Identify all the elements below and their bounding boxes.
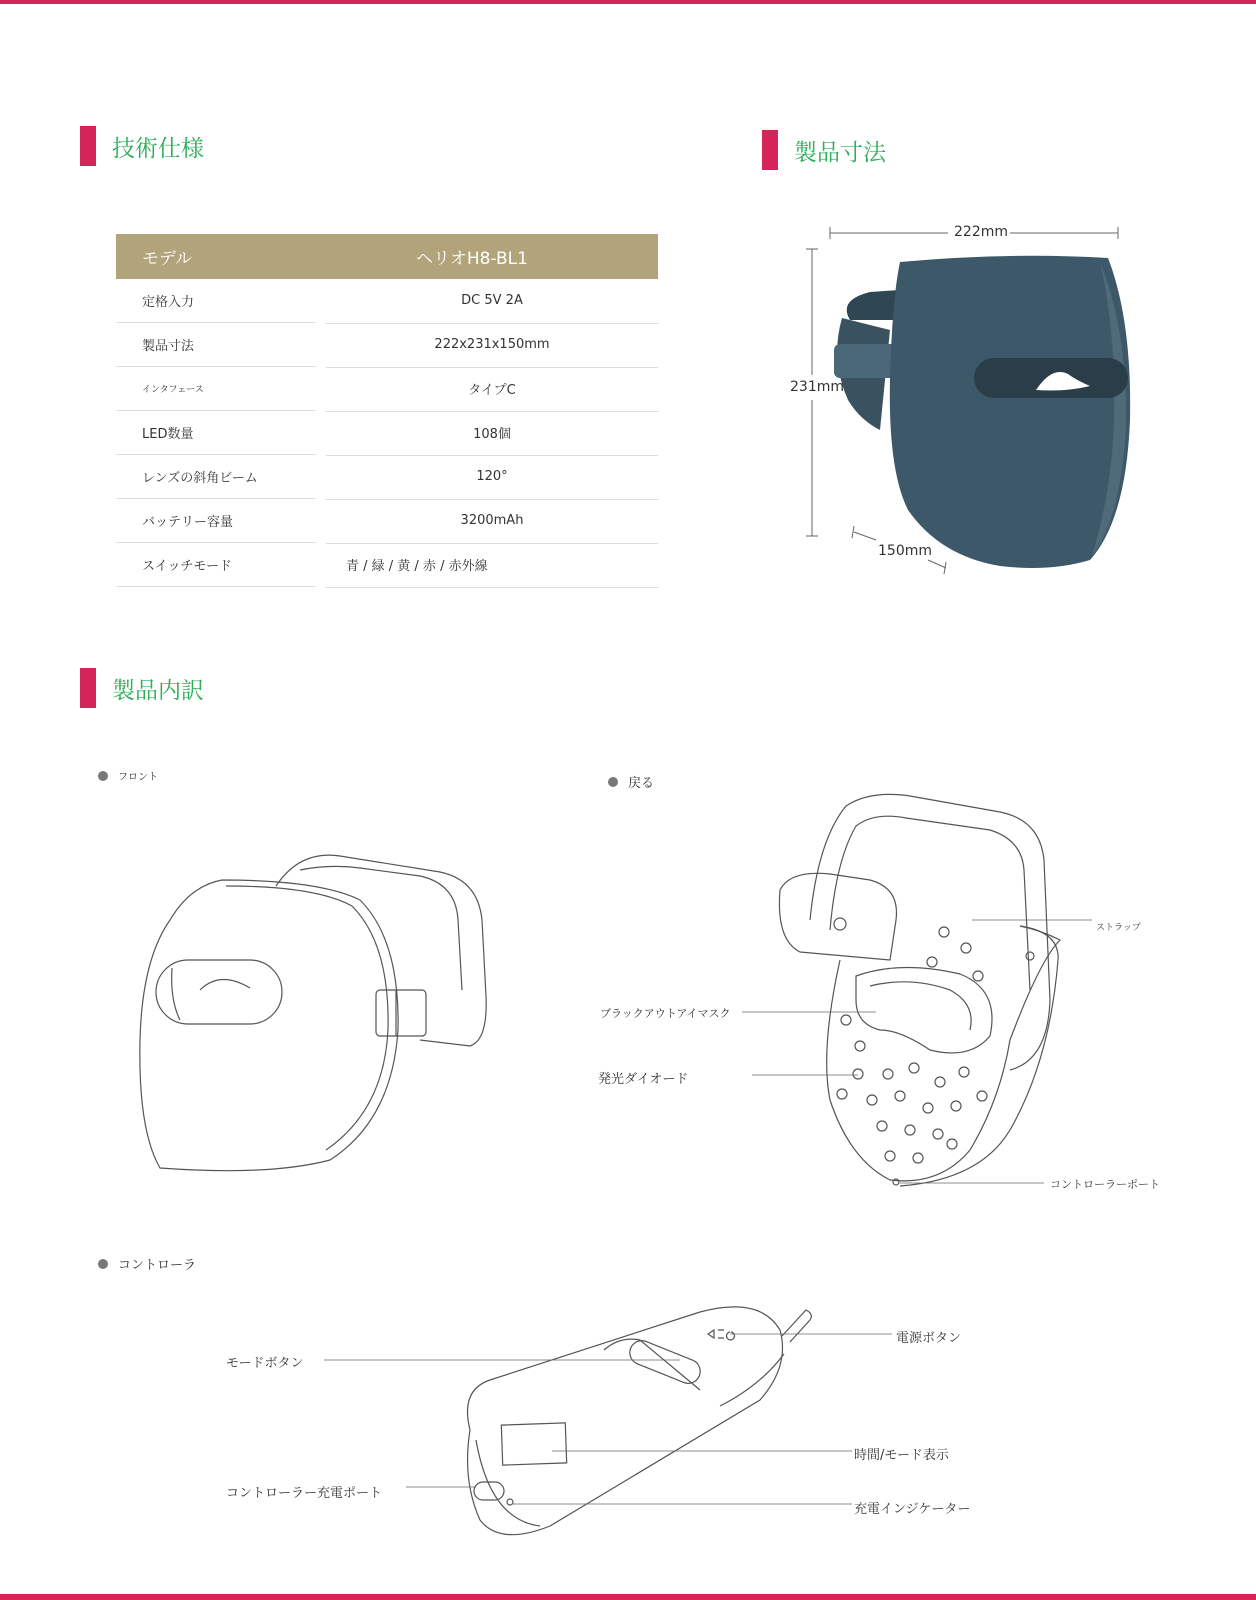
row-value: 青 / 緑 / 黄 / 赤 / 赤外線 bbox=[326, 543, 658, 588]
bullet-dot bbox=[98, 771, 108, 781]
led-label: 発光ダイオード bbox=[598, 1072, 689, 1087]
dimensions-title: 製品寸法 bbox=[794, 139, 886, 166]
back-label-text: 戻る bbox=[628, 776, 655, 791]
header-value: ヘリオH8-BL1 bbox=[416, 249, 528, 269]
dimension-height: 231mm bbox=[790, 379, 844, 395]
controller-label-text: コントローラ bbox=[118, 1258, 197, 1273]
breakdown-section-header bbox=[80, 668, 204, 708]
row-label: インタフェース bbox=[116, 367, 316, 411]
header-label: モデル bbox=[142, 249, 193, 269]
specs-title: 技術仕様 bbox=[112, 135, 204, 162]
controller-label bbox=[98, 1254, 196, 1273]
eye-mask-label: ブラックアウトアイマスク bbox=[600, 1007, 731, 1020]
controller-drawing bbox=[468, 1307, 812, 1535]
front-label-text: フロント bbox=[118, 772, 158, 783]
row-label: LED数量 bbox=[116, 411, 316, 455]
breakdown-title: 製品内訳 bbox=[112, 677, 204, 704]
bullet-dot bbox=[608, 777, 618, 787]
indicator-label: 充電インジケーター bbox=[854, 1502, 971, 1517]
row-label: バッテリー容量 bbox=[116, 499, 316, 543]
back-leader-lines bbox=[742, 920, 1092, 1183]
row-label: レンズの斜角ビーム bbox=[116, 455, 316, 499]
row-value: DC 5V 2A bbox=[326, 279, 658, 324]
strap-label: ストラップ bbox=[1096, 923, 1141, 933]
power-button-label: 電源ボタン bbox=[896, 1331, 962, 1346]
row-value: 120° bbox=[326, 455, 658, 500]
back-mask-drawing bbox=[779, 794, 1060, 1186]
dimension-depth: 150mm bbox=[878, 543, 932, 559]
dimension-width: 222mm bbox=[954, 224, 1008, 240]
row-label: 製品寸法 bbox=[116, 323, 316, 367]
mask-dimension-image bbox=[834, 256, 1130, 568]
row-value: タイプC bbox=[326, 367, 658, 412]
section-marker bbox=[80, 668, 96, 708]
row-value: 108個 bbox=[326, 411, 658, 456]
row-label: スイッチモード bbox=[116, 543, 316, 587]
display-label: 時間/モード表示 bbox=[854, 1448, 949, 1463]
row-value: 222x231x150mm bbox=[326, 323, 658, 368]
back-label bbox=[608, 772, 654, 791]
controller-leader-lines bbox=[324, 1334, 892, 1504]
charge-port-label: コントローラー充電ポート bbox=[226, 1486, 383, 1501]
bottom-accent-bar bbox=[0, 1594, 1256, 1600]
front-label bbox=[98, 768, 158, 783]
row-value: 3200mAh bbox=[326, 499, 658, 544]
bullet-dot bbox=[98, 1259, 108, 1269]
mode-button-label: モードボタン bbox=[226, 1356, 304, 1371]
row-label: 定格入力 bbox=[116, 279, 316, 323]
controller-port-label: コントローラーポート bbox=[1050, 1178, 1160, 1191]
front-mask-drawing bbox=[140, 855, 486, 1171]
